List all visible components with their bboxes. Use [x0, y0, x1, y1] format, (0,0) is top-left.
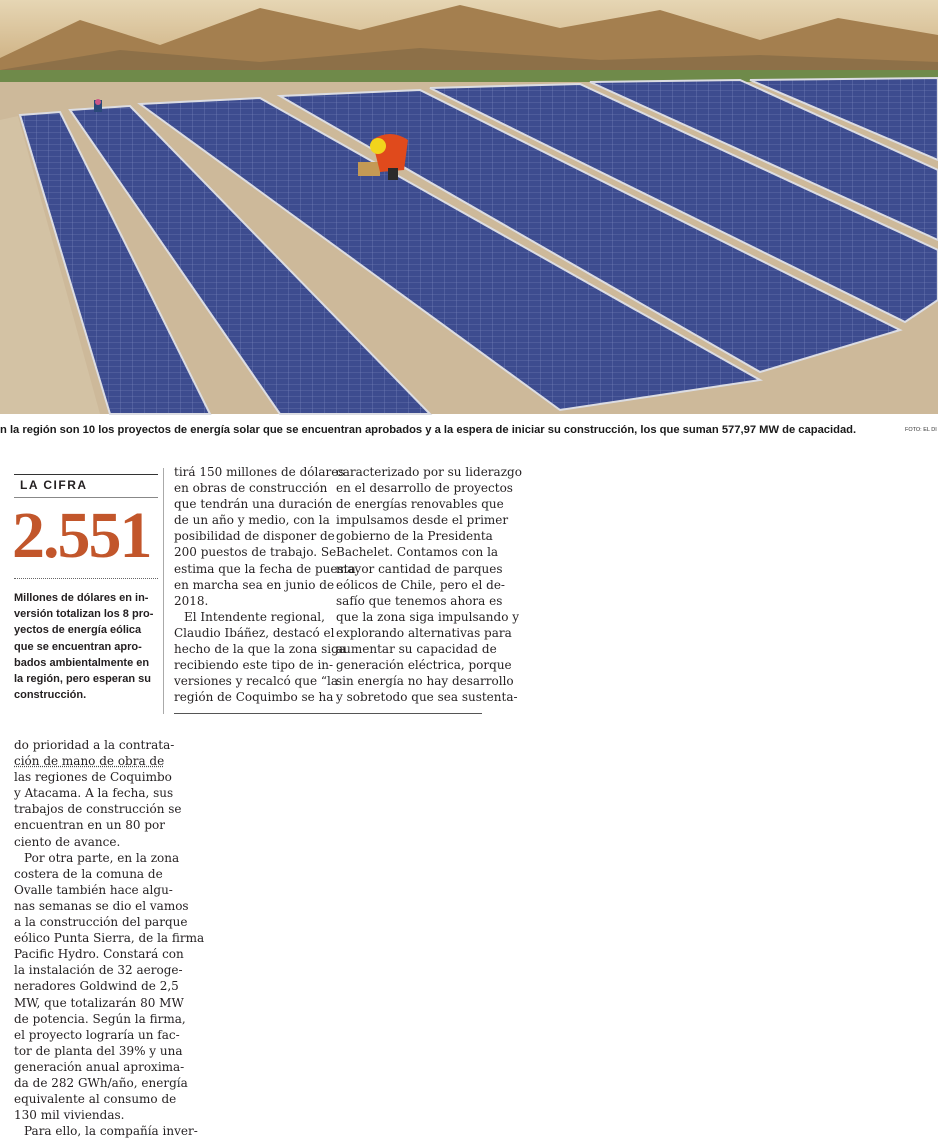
cifra-description	[14, 590, 160, 703]
cifra-label: LA CIFRA	[20, 478, 88, 492]
text-line: y sobretodo que sea sustenta-	[336, 690, 518, 705]
text-line: El Intendente regional,	[184, 609, 325, 624]
text-line: Claudio Ibáñez, destacó el	[174, 625, 335, 640]
cifra-label-rule	[14, 497, 158, 498]
text-line: y Atacama. A la fecha, sus	[14, 786, 174, 801]
text-line: equivalente al consumo de	[14, 1092, 177, 1107]
text-line: versiones y recalcó que “la	[174, 674, 338, 689]
text-line: eólico Punta Sierra, de la firma	[14, 931, 205, 946]
cifra-line: bados ambientalmente en	[14, 656, 150, 669]
cifra-line: yectos de energía eólica	[14, 624, 142, 637]
text-line: de un año y medio, con la	[174, 513, 330, 528]
text-line: 130 mil viviendas.	[14, 1108, 125, 1123]
text-line: región de Coquimbo se ha	[174, 690, 334, 705]
text-line: tor de planta del 39% y una	[14, 1043, 183, 1058]
cifra-line: que se encuentran apro-	[14, 640, 142, 653]
text-line: ciento de avance.	[14, 834, 121, 849]
text-line: en obras de construcción	[174, 481, 328, 496]
cifra-dotted-rule	[14, 578, 158, 579]
text-line: estima que la fecha de puesta	[174, 561, 356, 576]
text-line: mayor cantidad de parques	[336, 561, 503, 576]
cifra-number: 2.551	[12, 499, 151, 572]
text-line: tirá 150 millones de dólares	[174, 465, 345, 479]
text-line: las regiones de Coquimbo	[14, 770, 172, 785]
cifra-top-rule	[14, 474, 158, 475]
text-line: a la construcción del parque	[14, 915, 188, 930]
text-line: explorando alternativas para	[336, 625, 512, 640]
cifra-line: construcción.	[14, 689, 87, 702]
text-line: sin energía no hay desarrollo	[336, 674, 514, 689]
cifra-line: versión totalizan los 8 pro-	[14, 608, 154, 621]
text-line: Pacific Hydro. Constará con	[14, 947, 184, 962]
article-column-1	[14, 737, 205, 1139]
photo-caption: n la región son 10 los proyectos de energía solar que se encuentran aprobados y a la espera de iniciar su construcción, los que suman 577,97 MW de capacidad.	[0, 424, 857, 436]
text-line: recibiendo este tipo de in-	[174, 658, 334, 673]
photo-credit: FOTO: EL DI	[905, 427, 937, 433]
text-line: costera de la comuna de	[14, 866, 163, 881]
text-line: de energías renovables que	[336, 497, 504, 512]
text-line: safío que tenemos ahora es	[336, 593, 503, 608]
text-line: da de 282 GWh/año, energía	[14, 1075, 188, 1090]
solar-panels-illustration	[0, 0, 938, 414]
text-line: en marcha sea en junio de	[174, 577, 335, 592]
text-line: Para ello, la compañía inver-	[24, 1124, 198, 1139]
text-line: 200 puestos de trabajo. Se	[174, 545, 337, 560]
text-line: el proyecto lograría un fac-	[14, 1027, 180, 1042]
text-line: hecho de la que la zona siga	[174, 642, 346, 657]
article-column-3	[336, 464, 522, 705]
text-line: caracterizado por su liderazgo	[336, 465, 522, 479]
cifra-line: Millones de dólares en in-	[14, 592, 149, 604]
text-line: nas semanas se dio el vamos	[14, 898, 189, 913]
text-line: trabajos de construcción se	[14, 802, 182, 817]
columns-bottom-rule	[174, 713, 482, 714]
text-line: Bachelet. Contamos con la	[336, 545, 499, 560]
article-column-2	[174, 464, 356, 705]
worker-figure-far	[94, 99, 102, 112]
cifra-line: la región, pero esperan su	[14, 673, 151, 686]
text-line: de potencia. Según la firma,	[14, 1011, 186, 1026]
text-line: neradores Goldwind de 2,5	[14, 979, 179, 994]
text-line: do prioridad a la contrata-	[14, 738, 175, 752]
text-line: que tendrán una duración	[174, 497, 333, 512]
text-line: la instalación de 32 aeroge-	[14, 963, 183, 978]
text-line: gobierno de la Presidenta	[336, 529, 493, 544]
text-line: en el desarrollo de proyectos	[336, 481, 513, 496]
text-line: posibilidad de disponer de	[174, 529, 335, 544]
text-line: impulsamos desde el primer	[336, 513, 509, 528]
text-line: 2018.	[174, 593, 209, 608]
text-line: que la zona siga impulsando y	[336, 609, 520, 624]
text-line: ción de mano de obra de	[14, 754, 165, 769]
solar-farm-photo	[0, 0, 938, 414]
column-divider	[163, 468, 164, 714]
text-line: eólicos de Chile, pero el de-	[336, 577, 505, 592]
text-line: Ovalle también hace algu-	[14, 882, 173, 897]
text-line: encuentran en un 80 por	[14, 818, 166, 833]
text-line: MW, que totalizarán 80 MW	[14, 995, 184, 1010]
text-line: generación anual aproxima-	[14, 1059, 185, 1074]
text-line: aumentar su capacidad de	[336, 642, 497, 657]
text-line: Por otra parte, en la zona	[24, 850, 180, 865]
text-line: generación eléctrica, porque	[336, 658, 512, 673]
